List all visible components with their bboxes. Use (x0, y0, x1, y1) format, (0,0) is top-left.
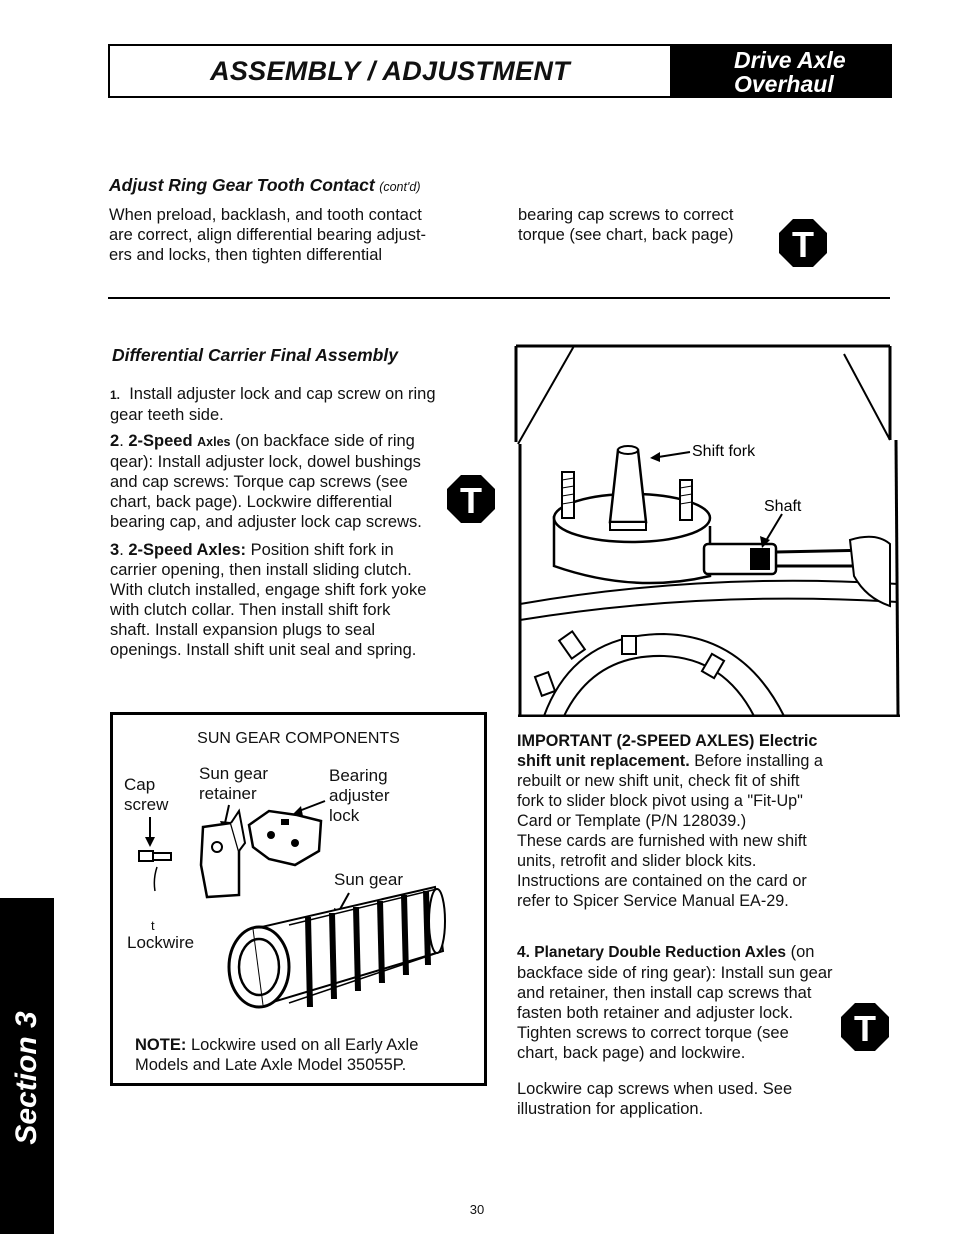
page-title: ASSEMBLY / ADJUSTMENT (210, 55, 570, 86)
svg-text:T: T (792, 224, 814, 265)
adjuster-lock-label: adjuster (329, 786, 390, 805)
text-line: qear): Install adjuster lock, dowel bushings (110, 453, 421, 471)
text-line: gear teeth side. (110, 406, 224, 424)
text-line: backface side of ring gear): Install sun gear (517, 964, 833, 982)
carrier-step-2: 2. 2-Speed Axles (on backface side of ring qear): Install adjuster lock, dowel bushings and cap screws: Torque cap screws (see chart, back page). Lockwire differential bearing cap, and adjuster lock cap screws. (110, 431, 490, 532)
text-line: fork to slider block pivot using a "Fit-Up" (517, 792, 803, 810)
section-tab (0, 898, 54, 1234)
step-bold: 2-Speed Axles: (128, 541, 247, 559)
sun-gear-note (135, 1035, 480, 1075)
text-line: refer to Spicer Service Manual EA-29. (517, 892, 789, 910)
retainer-label: Sun gear (199, 764, 268, 783)
sun-gear-diagram (113, 755, 484, 1025)
text-line: Models and Late Axle Model 35055P. (135, 1056, 407, 1074)
text-line: When preload, backlash, and tooth contact (109, 206, 422, 224)
text-line: and cap screws: Torque cap screws (see (110, 473, 408, 491)
page-number: 30 (469, 1202, 485, 1217)
cap-screw-label: screw (124, 795, 169, 814)
text-line: chart, back page) and lockwire. (517, 1044, 746, 1062)
section-divider (108, 297, 890, 299)
text-line: are correct, align differential bearing adjust- (109, 226, 427, 244)
ring-gear-heading-text: Adjust Ring Gear Tooth Contact (109, 175, 375, 195)
text-line: illustration for application. (517, 1100, 704, 1118)
text-line: carrier opening, then install sliding clutch. (110, 561, 412, 579)
retainer-label: retainer (199, 784, 257, 803)
section-title-cell (670, 46, 892, 96)
text-line: bearing cap screws to correct (518, 206, 734, 224)
section-title-line1: Drive Axle (734, 47, 846, 73)
cap-screw-label: Cap (124, 775, 156, 794)
text-line: With clutch installed, engage shift fork yoke (110, 581, 427, 599)
text-line: with clutch collar. Then install shift fork (110, 601, 391, 619)
text-line: and retainer, then install cap screws that (517, 984, 812, 1002)
text-line: Install adjuster lock and cap screw on ring (129, 385, 436, 403)
stray-mark: t (151, 918, 155, 933)
carrier-heading: Differential Carrier Final Assembly (112, 345, 398, 365)
text-line: Lockwire cap screws when used. See (517, 1080, 793, 1098)
header-title-cell (110, 46, 670, 96)
text-line: Lockwire used on all Early Axle (190, 1036, 419, 1054)
text-line: bearing cap, and adjuster lock cap screws. (110, 513, 422, 531)
sun-gear-box-title: SUN GEAR COMPONENTS (197, 730, 400, 747)
step-number: 1. (110, 388, 121, 402)
planetary-lockwire-note (517, 1079, 887, 1119)
ring-gear-heading-suffix: (cont'd) (379, 180, 421, 194)
text-line: units, retrofit and slider block kits. (517, 852, 757, 870)
sun-gear-components-box (110, 712, 487, 1086)
text-line: fasten both retainer and adjuster lock. (517, 1004, 794, 1022)
text-line: chart, back page). Lockwire differential (110, 493, 393, 511)
ring-gear-col1 (109, 205, 489, 265)
text-line: rebuilt or new shift unit, check fit of shift (517, 772, 800, 790)
carrier-step-3: 3. 2-Speed Axles: Position shift fork in carrier opening, then install sliding clutch. With clutch installed, engage shift fork yoke with clutch collar. Then install shift fork shaft. Install expansion plugs to seal openings. Install shift unit seal and spring. (110, 540, 490, 660)
svg-text:T: T (854, 1008, 876, 1049)
torque-icon (840, 1002, 890, 1052)
text-line: These cards are furnished with new shift (517, 832, 807, 850)
text-line: shaft. Install expansion plugs to seal (110, 621, 376, 639)
note-label: NOTE: (135, 1036, 187, 1054)
section-title-line2: Overhaul (734, 71, 834, 97)
text-line: Instructions are contained on the card or (517, 872, 807, 890)
adjuster-lock-label: lock (329, 806, 360, 825)
section-tab-label: Section 3 (10, 1011, 43, 1145)
page-header (108, 44, 892, 98)
text-line: Before installing a (694, 752, 823, 770)
text-line: Position shift fork in (250, 541, 394, 559)
important-heading: IMPORTANT (2-SPEED AXLES) Electric (517, 732, 818, 750)
torque-icon (446, 474, 496, 524)
step-bold: 2-Speed (128, 432, 193, 450)
shift-fork-label: Shift fork (692, 443, 756, 460)
step-bold-small: Axles (197, 435, 231, 449)
text-line: (on (790, 943, 815, 961)
text-line: torque (see chart, back page) (518, 226, 734, 244)
adjuster-lock-label: Bearing (329, 766, 388, 785)
shaft-label: Shaft (764, 498, 802, 515)
text-line: ers and locks, then tighten differential (109, 246, 383, 264)
svg-text:T: T (460, 480, 482, 521)
text-line: (on backface side of ring (235, 432, 415, 450)
carrier-step-1 (110, 384, 490, 425)
torque-icon (778, 218, 828, 268)
step-bold: 4. Planetary Double Reduction Axles (517, 944, 787, 961)
step-number: 3 (110, 541, 120, 559)
ring-gear-heading (109, 175, 420, 196)
planetary-step-4 (517, 942, 887, 1063)
ring-gear-col2 (518, 205, 778, 245)
important-subheading: shift unit replacement. (517, 752, 690, 770)
shift-fork-photo (514, 344, 902, 717)
sun-gear-label: Sun gear (334, 870, 403, 889)
text-line: Tighten screws to correct torque (see (517, 1024, 789, 1042)
important-notice (517, 731, 877, 911)
text-line: openings. Install shift unit seal and spring. (110, 641, 417, 659)
text-line: Card or Template (P/N 128039.) (517, 812, 747, 830)
lockwire-label: Lockwire (127, 933, 195, 952)
step-number: 2 (110, 432, 120, 450)
